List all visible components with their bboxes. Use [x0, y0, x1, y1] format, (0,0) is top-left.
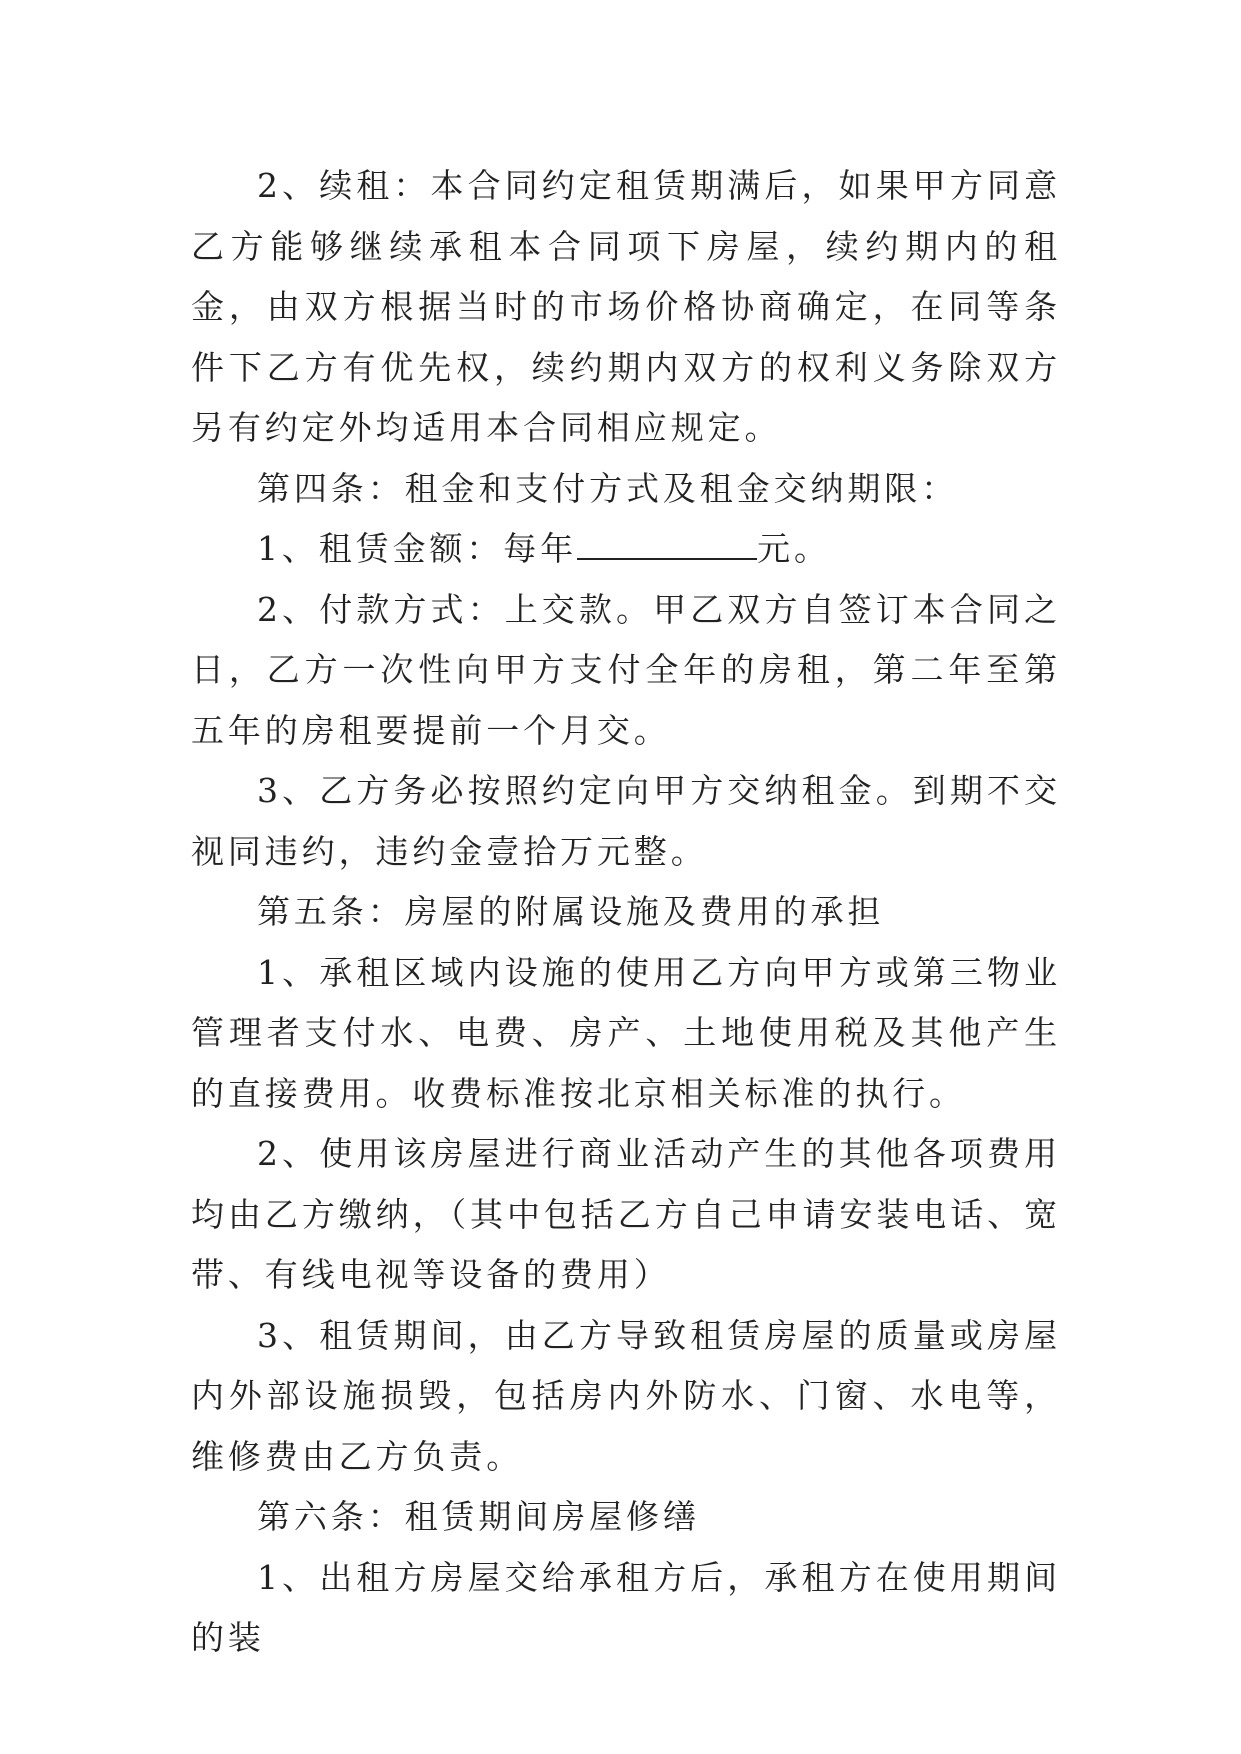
paragraph-renewal: 2、续租：本合同约定租赁期满后，如果甲方同意乙方能够继续承租本合同项下房屋，续约期内的租金，由双方根据当时的市场价格协商确定，在同等条件下乙方有优先权，续约期内双方的权利义务除双方另有约定外均适用本合同相应规定。	[191, 166, 1061, 447]
rent-amount-blank	[577, 528, 757, 560]
paragraph-rent-obligation: 3、乙方务必按照约定向甲方交纳租金。到期不交视同违约，违约金壹拾万元整。	[191, 771, 1061, 871]
article-4-heading: 第四条：租金和支付方式及租金交纳期限：	[257, 468, 959, 508]
article-5-heading: 第五条：房屋的附属设施及费用的承担	[257, 892, 885, 931]
paragraph-rent-amount	[191, 519, 1061, 580]
article-6-heading: 第六条：租赁期间房屋修缮	[257, 1497, 700, 1536]
document-page	[191, 156, 1061, 1669]
rent-amount-label: 1、租赁金额：每年	[257, 529, 578, 568]
paragraph-facility-fees: 1、承租区域内设施的使用乙方向甲方或第三物业管理者支付水、电费、房产、土地使用税及其他产生的直接费用。收费标准按北京相关标准的执行。	[191, 952, 1061, 1113]
paragraph-repair-liability: 3、租赁期间，由乙方导致租赁房屋的质量或房屋内外部设施损毁，包括房内外防水、门窗、水电等，维修费由乙方负责。	[191, 1315, 1061, 1476]
rent-amount-unit: 元。	[757, 529, 831, 568]
paragraph-repairs-during-lease: 1、出租方房屋交给承租方后，承租方在使用期间的装	[191, 1557, 1061, 1657]
paragraph-payment-method: 2、付款方式：上交款。甲乙双方自签订本合同之日，乙方一次性向甲方支付全年的房租，第二年至第五年的房租要提前一个月交。	[191, 589, 1061, 750]
paragraph-business-fees: 2、使用该房屋进行商业活动产生的其他各项费用均由乙方缴纳，（其中包括乙方自己申请安装电话、宽带、有线电视等设备的费用）	[191, 1134, 1061, 1294]
